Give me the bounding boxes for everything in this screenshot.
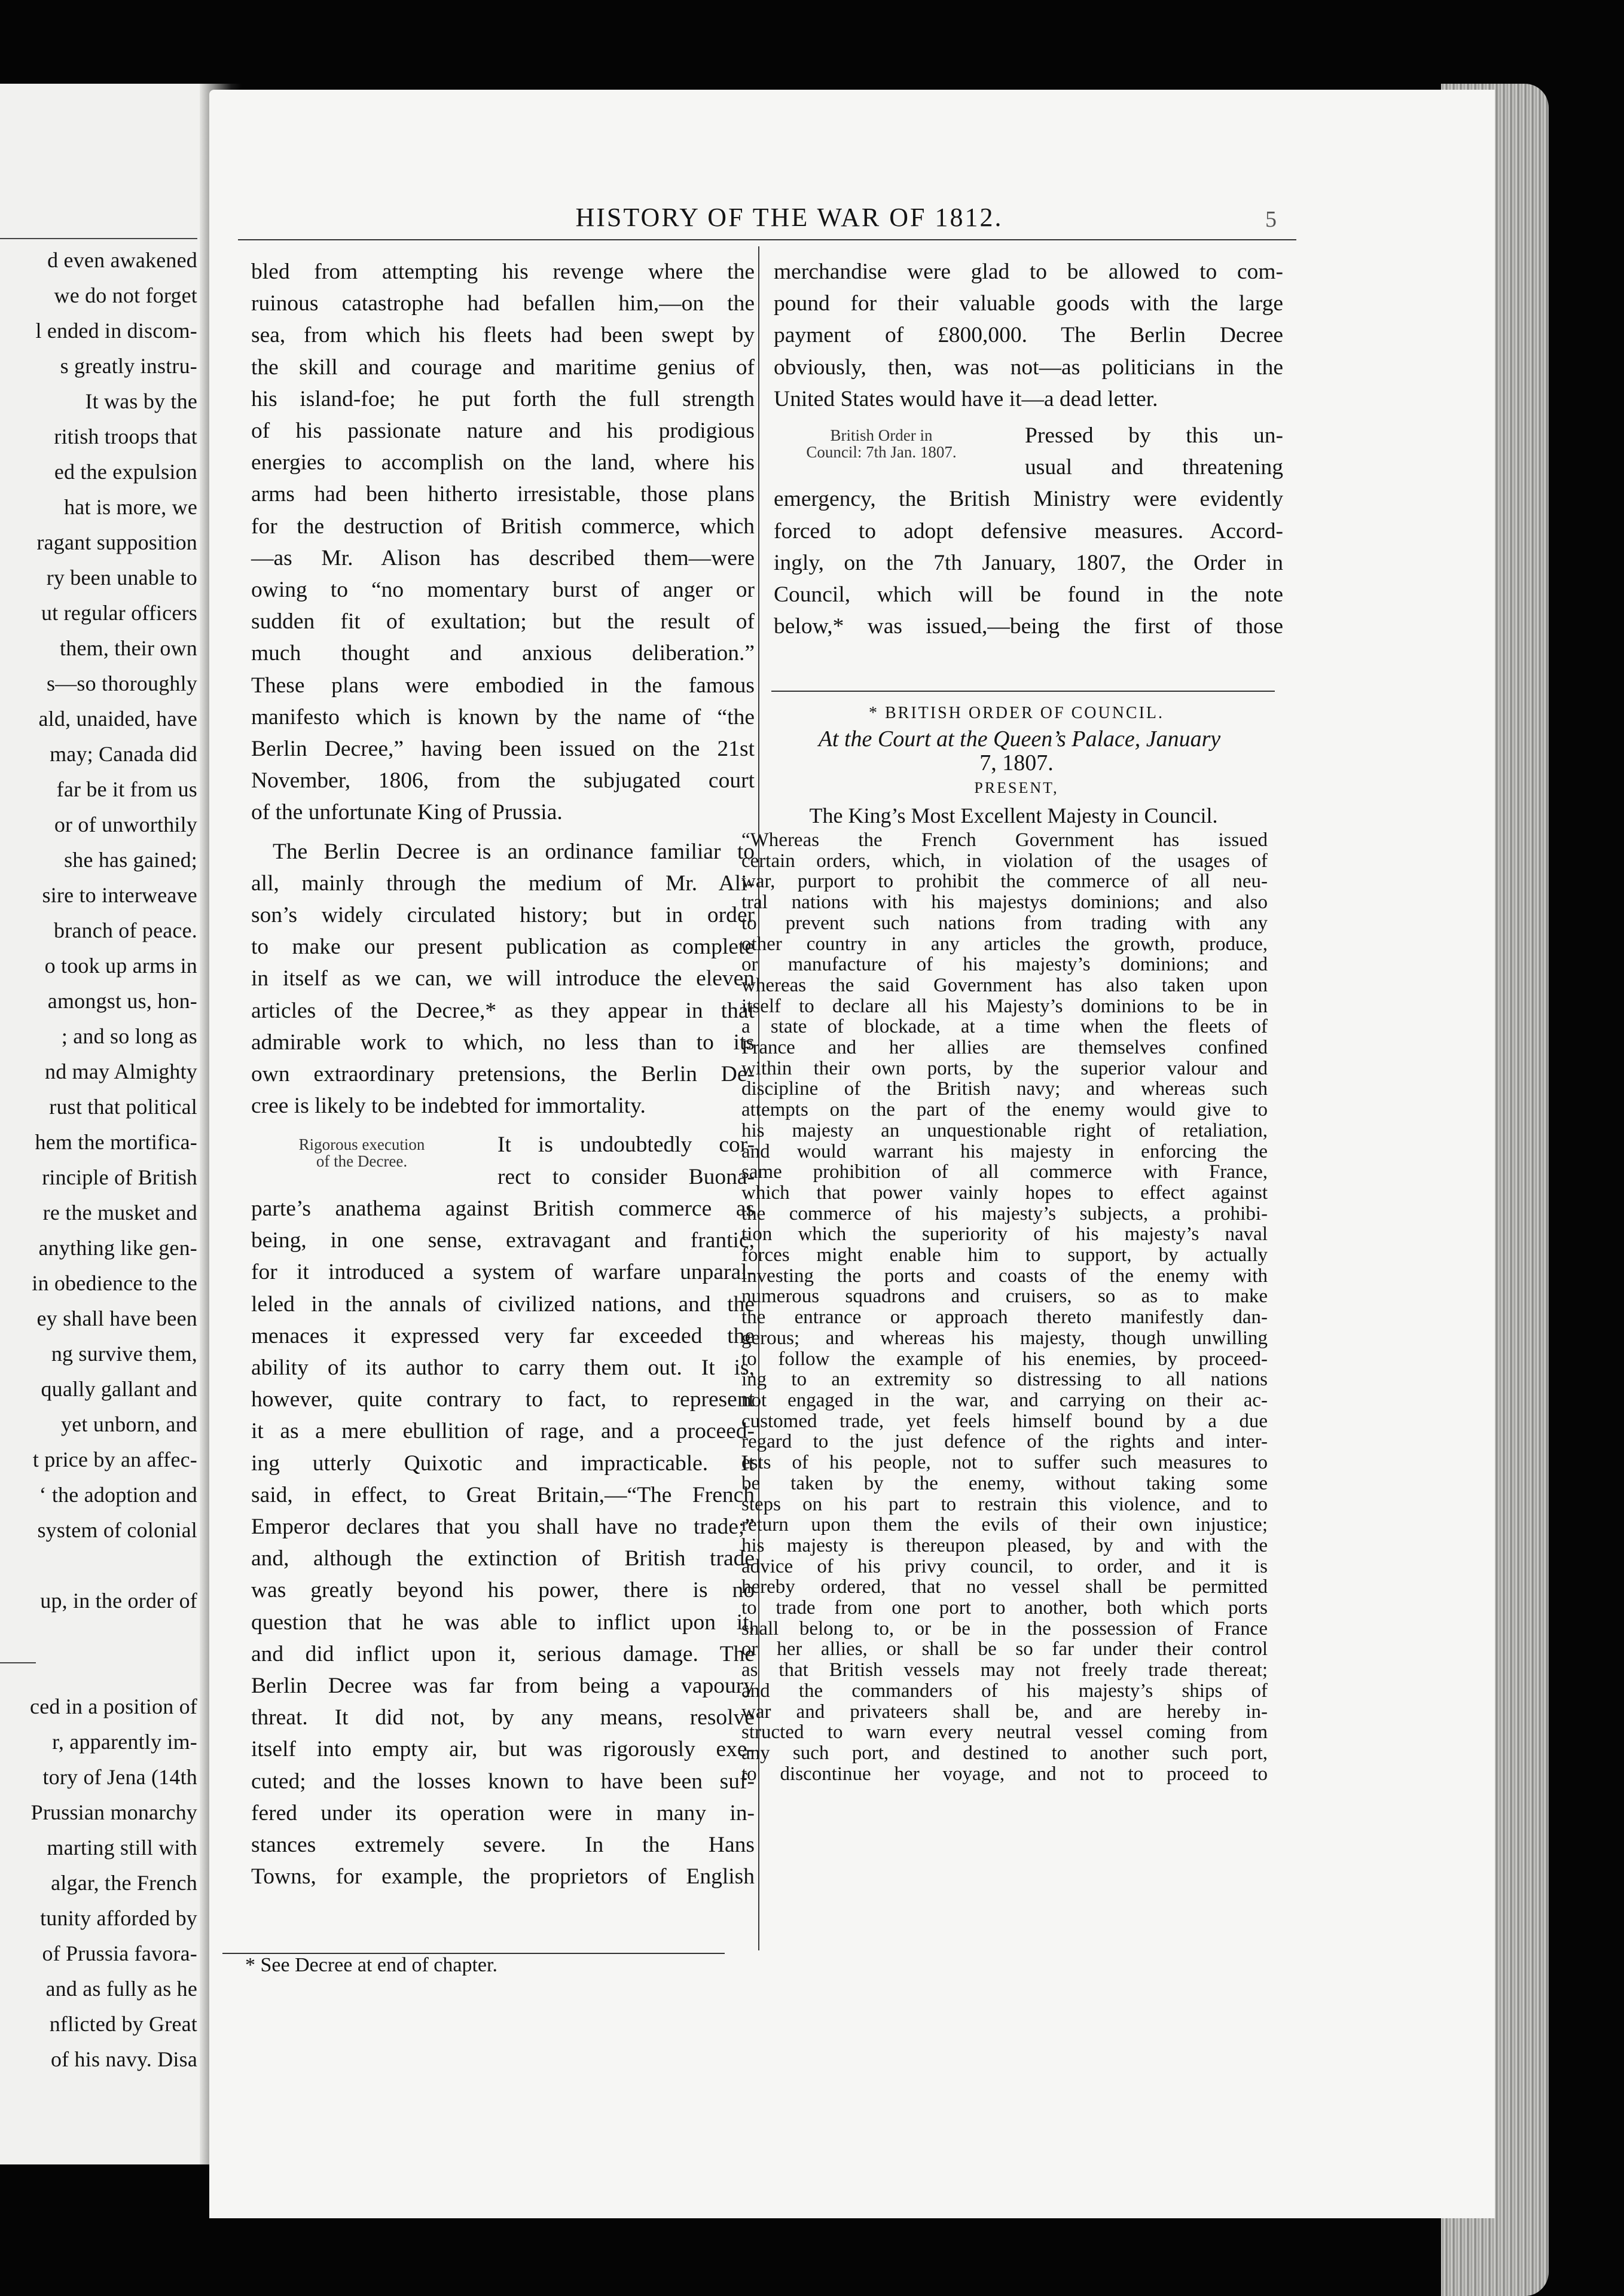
text-line: pound for their valuable goods with the large <box>774 291 1283 316</box>
previous-page-line: she has gained; <box>64 848 197 872</box>
text-line: admirable work to which, no less than to its <box>251 1030 755 1055</box>
text-line: a state of blockade, at a time when the fleets of <box>741 1016 1268 1038</box>
marginal-note-rigorous-execution <box>263 1136 460 1170</box>
previous-page-line: them, their own <box>60 636 197 660</box>
text-line: obviously, then, was not—as politicians in the <box>774 355 1283 380</box>
text-line: owing to “no momentary burst of anger or <box>251 578 755 603</box>
text-line: cuted; and the losses known to have been suf- <box>251 1769 755 1794</box>
order-of-council-note <box>741 700 1268 1784</box>
text-line: certain orders, which, in violation of the usages of <box>741 850 1268 872</box>
text-line: and would warrant his majesty in enforcing the <box>741 1140 1268 1162</box>
column-right <box>774 256 1283 642</box>
previous-page-line: ritish troops that <box>54 425 197 448</box>
previous-page-rule <box>0 1662 36 1663</box>
text-line: Emperor declares that you shall have no trade;” <box>251 1514 755 1539</box>
text-line: “Whereas the French Government has issued <box>741 829 1268 851</box>
page-number: 5 <box>1265 207 1277 232</box>
text-line: France and her allies are themselves confined <box>741 1037 1268 1059</box>
previous-page-line: of his navy. Disa <box>50 2047 197 2071</box>
text-line: regard to the just defence of the rights and inter- <box>741 1431 1268 1453</box>
text-line: his majesty is thereupon pleased, by and with the <box>741 1534 1268 1556</box>
previous-page-line: hem the mortifica- <box>35 1130 197 1154</box>
text-line: These plans were embodied in the famous <box>251 673 755 698</box>
text-line: ability of its author to carry them out. It is, <box>251 1355 755 1380</box>
text-line: numerous squadrons and cruisers, so as to make <box>741 1286 1268 1308</box>
text-line: his island-foe; he put forth the full strength <box>251 386 755 411</box>
text-line: November, 1806, from the subjugated court <box>251 768 755 793</box>
previous-page-line: tory of Jena (14th <box>42 1765 197 1789</box>
text-line: be taken by the enemy, without taking some <box>741 1472 1268 1494</box>
paragraph <box>774 256 1283 415</box>
previous-page-line: s—so thoroughly <box>46 671 197 695</box>
previous-page-line: ; and so long as <box>61 1024 197 1048</box>
text-line: tral nations with his majestys dominions; and also <box>741 891 1268 914</box>
text-line: and, although the extinction of British trade <box>251 1546 755 1571</box>
previous-page-line: or of unworthily <box>54 813 197 836</box>
text-line: emergency, the British Ministry were evidently <box>774 487 1283 512</box>
text-line: forces might enable him to support, by actually <box>741 1244 1268 1266</box>
text-line: rect to consider Buona- <box>497 1164 755 1189</box>
note-court-line: At the Court at the Queen’s Palace, January <box>818 726 1221 752</box>
previous-page-line: qually gallant and <box>41 1377 197 1401</box>
text-line: to prevent such nations from trading with any <box>741 912 1268 934</box>
previous-page-line: ‘ the adoption and <box>39 1483 197 1507</box>
paragraph-body <box>251 1193 755 1892</box>
text-line: in itself as we can, we will introduce the eleven <box>251 966 755 991</box>
paragraph <box>251 256 755 829</box>
previous-page-line: ced in a position of <box>30 1694 197 1718</box>
previous-page-line: ng survive them, <box>51 1342 197 1366</box>
previous-page-line: far be it from us <box>56 777 197 801</box>
previous-page-line: rust that political <box>49 1095 197 1119</box>
text-line: fered under its operation were in many in- <box>251 1800 755 1825</box>
previous-page-line: o took up arms in <box>44 954 197 978</box>
text-line: below,* was issued,—being the first of those <box>774 614 1283 639</box>
previous-page-line: marting still with <box>47 1836 197 1860</box>
text-line: leled in the annals of civilized nations, and the <box>251 1292 755 1317</box>
text-line: to make our present publication as complete <box>251 935 755 960</box>
previous-page-line: l ended in discom- <box>35 319 197 343</box>
text-line: steps on his part to restrain this violence, and to <box>741 1493 1268 1515</box>
marginal-note-line: Council: 7th Jan. 1807. <box>806 443 957 462</box>
previous-page-line: up, in the order of <box>40 1589 197 1613</box>
text-line: the commerce of his majesty’s subjects, a prohibi- <box>741 1202 1268 1225</box>
text-line: much thought and anxious deliberation.” <box>251 641 755 666</box>
text-line: other country in any articles the growth, produce, <box>741 933 1268 955</box>
previous-page-header-rule <box>0 238 197 239</box>
running-head: HISTORY OF THE WAR OF 1812. <box>575 203 1003 232</box>
text-line: customed trade, yet feels himself bound by a due <box>741 1410 1268 1432</box>
text-line: and the commanders of his majesty’s ships of <box>741 1680 1268 1702</box>
text-line: energies to accomplish on the land, where his <box>251 450 755 475</box>
note-rule <box>771 691 1275 692</box>
previous-page-line: sire to interweave <box>42 883 197 907</box>
previous-page-line: algar, the French <box>51 1871 197 1895</box>
text-line: return upon them the evils of their own injustice; <box>741 1514 1268 1536</box>
previous-page-line: system of colonial <box>37 1518 197 1542</box>
previous-page-line: ut regular officers <box>41 601 197 625</box>
text-line: it as a mere ebullition of rage, and a proceed- <box>251 1419 755 1444</box>
text-line: itself to declare all his Majesty’s dominions to be in <box>741 995 1268 1017</box>
text-line: son’s widely circulated history; but in order <box>251 903 755 928</box>
text-line: merchandise were glad to be allowed to com- <box>774 259 1283 284</box>
note-text <box>741 830 1268 1784</box>
previous-page-line: hat is more, we <box>64 495 197 519</box>
text-line: payment of £800,000. The Berlin Decree <box>774 323 1283 348</box>
previous-page-line: ry been unable to <box>46 566 197 590</box>
text-line: stances extremely severe. In the Hans <box>251 1832 755 1857</box>
previous-page-line: rinciple of British <box>42 1165 197 1189</box>
text-line: however, quite contrary to fact, to represent <box>251 1387 755 1412</box>
previous-page-line: ragant supposition <box>36 530 197 554</box>
text-line: bled from attempting his revenge where the <box>251 259 755 284</box>
text-line: manifesto which is known by the name of “the <box>251 704 755 729</box>
text-line: ingly, on the 7th January, 1807, the Order in <box>774 550 1283 575</box>
text-line: being, in one sense, extravagant and frantic, <box>251 1228 755 1253</box>
text-line: of the unfortunate King of Prussia. <box>251 800 563 825</box>
text-line: Pressed by this un- <box>1025 423 1283 448</box>
previous-page-line: tunity afforded by <box>40 1906 197 1930</box>
text-line: attempts on the part of the enemy would give to <box>741 1099 1268 1121</box>
previous-page-line: It was by the <box>85 389 197 413</box>
text-line: shall belong to, or be in the possession of France <box>741 1617 1268 1639</box>
text-line: The Berlin Decree is an ordinance familiar to <box>273 839 755 864</box>
text-line: any such port, and destined to another such port, <box>741 1742 1268 1764</box>
previous-page-line: t price by an affec- <box>32 1448 197 1471</box>
footnote: * See Decree at end of chapter. <box>245 1954 497 1976</box>
text-line: of his passionate nature and his prodigious <box>251 419 755 444</box>
text-line: forced to adopt defensive measures. Accord- <box>774 518 1283 544</box>
previous-page-line: nd may Almighty <box>45 1060 197 1083</box>
text-line: question that he was able to inflict upon it, <box>251 1610 755 1635</box>
text-line: Berlin Decree was far from being a vapoury <box>251 1673 755 1698</box>
paragraph-body <box>774 483 1283 642</box>
previous-page-line: branch of peace. <box>53 918 197 942</box>
text-line: parte’s anathema against British commerce as <box>251 1196 755 1221</box>
text-line: for the destruction of British commerce, which <box>251 514 755 539</box>
text-line: all, mainly through the medium of Mr. Ali- <box>251 871 755 896</box>
text-line: or her allies, or shall be so far under their control <box>741 1638 1268 1660</box>
previous-page-line: and as fully as he <box>45 1977 197 2001</box>
text-line: gerous; and whereas his majesty, though unwilling <box>741 1327 1268 1349</box>
marginal-note-british-order <box>774 427 989 460</box>
note-present: PRESENT, <box>974 779 1059 796</box>
previous-page-line: ey shall have been <box>36 1306 197 1330</box>
text-line: to discontinue her voyage, and not to proceed to <box>741 1763 1268 1785</box>
paragraph <box>774 420 1283 642</box>
previous-page-line: d even awakened <box>47 248 197 272</box>
text-line: threat. It did not, by any means, resolve <box>251 1705 755 1730</box>
text-line: not engaged in the war, and carrying on their ac- <box>741 1389 1268 1411</box>
text-line: articles of the Decree,* as they appear in that <box>251 998 755 1023</box>
text-line: said, in effect, to Great Britain,—“The French <box>251 1482 755 1507</box>
text-line: ing utterly Quixotic and impracticable. It <box>251 1451 755 1476</box>
text-line: as that British vessels may not freely trade thereat; <box>741 1659 1268 1681</box>
text-line: to trade from one port to another, both which ports <box>741 1597 1268 1619</box>
text-line: United States would have it—a dead letter. <box>774 386 1158 411</box>
text-line: —as Mr. Alison has described them—were <box>251 545 755 570</box>
text-line: investing the ports and coasts of the enemy with <box>741 1265 1268 1287</box>
marginal-note-line: British Order in <box>830 426 933 445</box>
paragraph <box>251 1129 755 1892</box>
header-rule <box>238 239 1296 240</box>
previous-page-line: in obedience to the <box>32 1271 197 1295</box>
text-line: It is undoubtedly cor- <box>497 1132 755 1158</box>
text-line: and did inflict upon it, serious damage. The <box>251 1641 755 1666</box>
text-line: Council, which will be found in the note <box>774 582 1283 607</box>
text-line: itself into empty air, but was rigorously exe- <box>251 1737 755 1762</box>
text-line: sudden fit of exultation; but the result of <box>251 609 755 634</box>
text-line: was greatly beyond his power, there is no <box>251 1578 755 1603</box>
note-heading: * BRITISH ORDER OF COUNCIL. <box>868 704 1165 722</box>
text-line: his majesty an unquestionable right of retaliation, <box>741 1119 1268 1141</box>
text-line: whereas the said Government has also taken upon <box>741 974 1268 996</box>
previous-page-line: nflicted by Great <box>49 2012 197 2036</box>
text-line: for it introduced a system of warfare unparal- <box>251 1260 755 1285</box>
text-line: which that power vainly hopes to effect against <box>741 1181 1268 1204</box>
text-line: war and privateers shall be, and are hereby in- <box>741 1700 1268 1723</box>
text-line: the entrance or approach thereto manifestly dan- <box>741 1306 1268 1329</box>
text-line: tion which the superiority of his majesty’s naval <box>741 1223 1268 1245</box>
text-line: ruinous catastrophe had befallen him,—on the <box>251 291 755 316</box>
previous-page-line: ed the expulsion <box>54 460 197 484</box>
text-line: hereby ordered, that no vessel shall be permitted <box>741 1576 1268 1598</box>
text-line: same prohibition of all commerce with France, <box>741 1161 1268 1183</box>
previous-page-line: amongst us, hon- <box>47 989 197 1013</box>
previous-page-line: may; Canada did <box>50 742 197 766</box>
marginal-note-line: Rigorous execution <box>298 1135 425 1154</box>
text-line: the skill and courage and maritime genius of <box>251 355 755 380</box>
text-line: cree is likely to be indebted for immortality. <box>251 1094 646 1119</box>
text-line: Towns, for example, the proprietors of English <box>251 1864 755 1889</box>
previous-page-line: of Prussia favora- <box>42 1941 197 1965</box>
previous-page-line: s greatly instru- <box>60 354 197 378</box>
text-line: sea, from which his fleets had been swept by <box>251 323 755 348</box>
previous-page-line: ald, unaided, have <box>38 707 197 731</box>
previous-page-line: re the musket and <box>42 1201 197 1225</box>
text-line: ests of his people, not to suffer such measures to <box>741 1452 1268 1474</box>
text-line: or manufacture of his majesty’s dominions; and <box>741 954 1268 976</box>
previous-page-line: Prussian monarchy <box>30 1800 197 1824</box>
text-line: advice of his privy council, to order, and it is <box>741 1555 1268 1577</box>
text-line: to follow the example of his enemies, by proceed- <box>741 1348 1268 1370</box>
paragraph <box>251 836 755 1122</box>
note-date-line: 7, 1807. <box>979 750 1054 775</box>
text-line: arms had been hitherto irresistable, those plans <box>251 482 755 507</box>
text-line: Berlin Decree,” having been issued on the 21st <box>251 737 755 762</box>
text-line: within their own ports, by the superior valour and <box>741 1057 1268 1079</box>
text-line: structed to warn every neutral vessel coming from <box>741 1721 1268 1744</box>
previous-page-line: anything like gen- <box>38 1236 197 1260</box>
text-line: menaces it expressed very far exceeded the <box>251 1323 755 1348</box>
marginal-note-line: of the Decree. <box>316 1152 408 1171</box>
text-line: discipline of the British navy; and whereas such <box>741 1078 1268 1100</box>
text-line: ing to an extremity so distressing to all nations <box>741 1369 1268 1391</box>
text-line: own extraordinary pretensions, the Berlin De- <box>251 1062 755 1087</box>
previous-page-line: yet unborn, and <box>61 1412 197 1436</box>
note-king-line: The King’s Most Excellent Majesty in Council. <box>809 804 1218 828</box>
text-line: usual and threatening <box>1025 455 1283 480</box>
column-left <box>251 256 755 1892</box>
previous-page-line: r, apparently im- <box>52 1730 197 1754</box>
previous-page-fragment <box>0 84 210 2164</box>
previous-page-line: we do not forget <box>54 283 197 307</box>
text-line: war, purport to prohibit the commerce of all neu- <box>741 871 1268 893</box>
